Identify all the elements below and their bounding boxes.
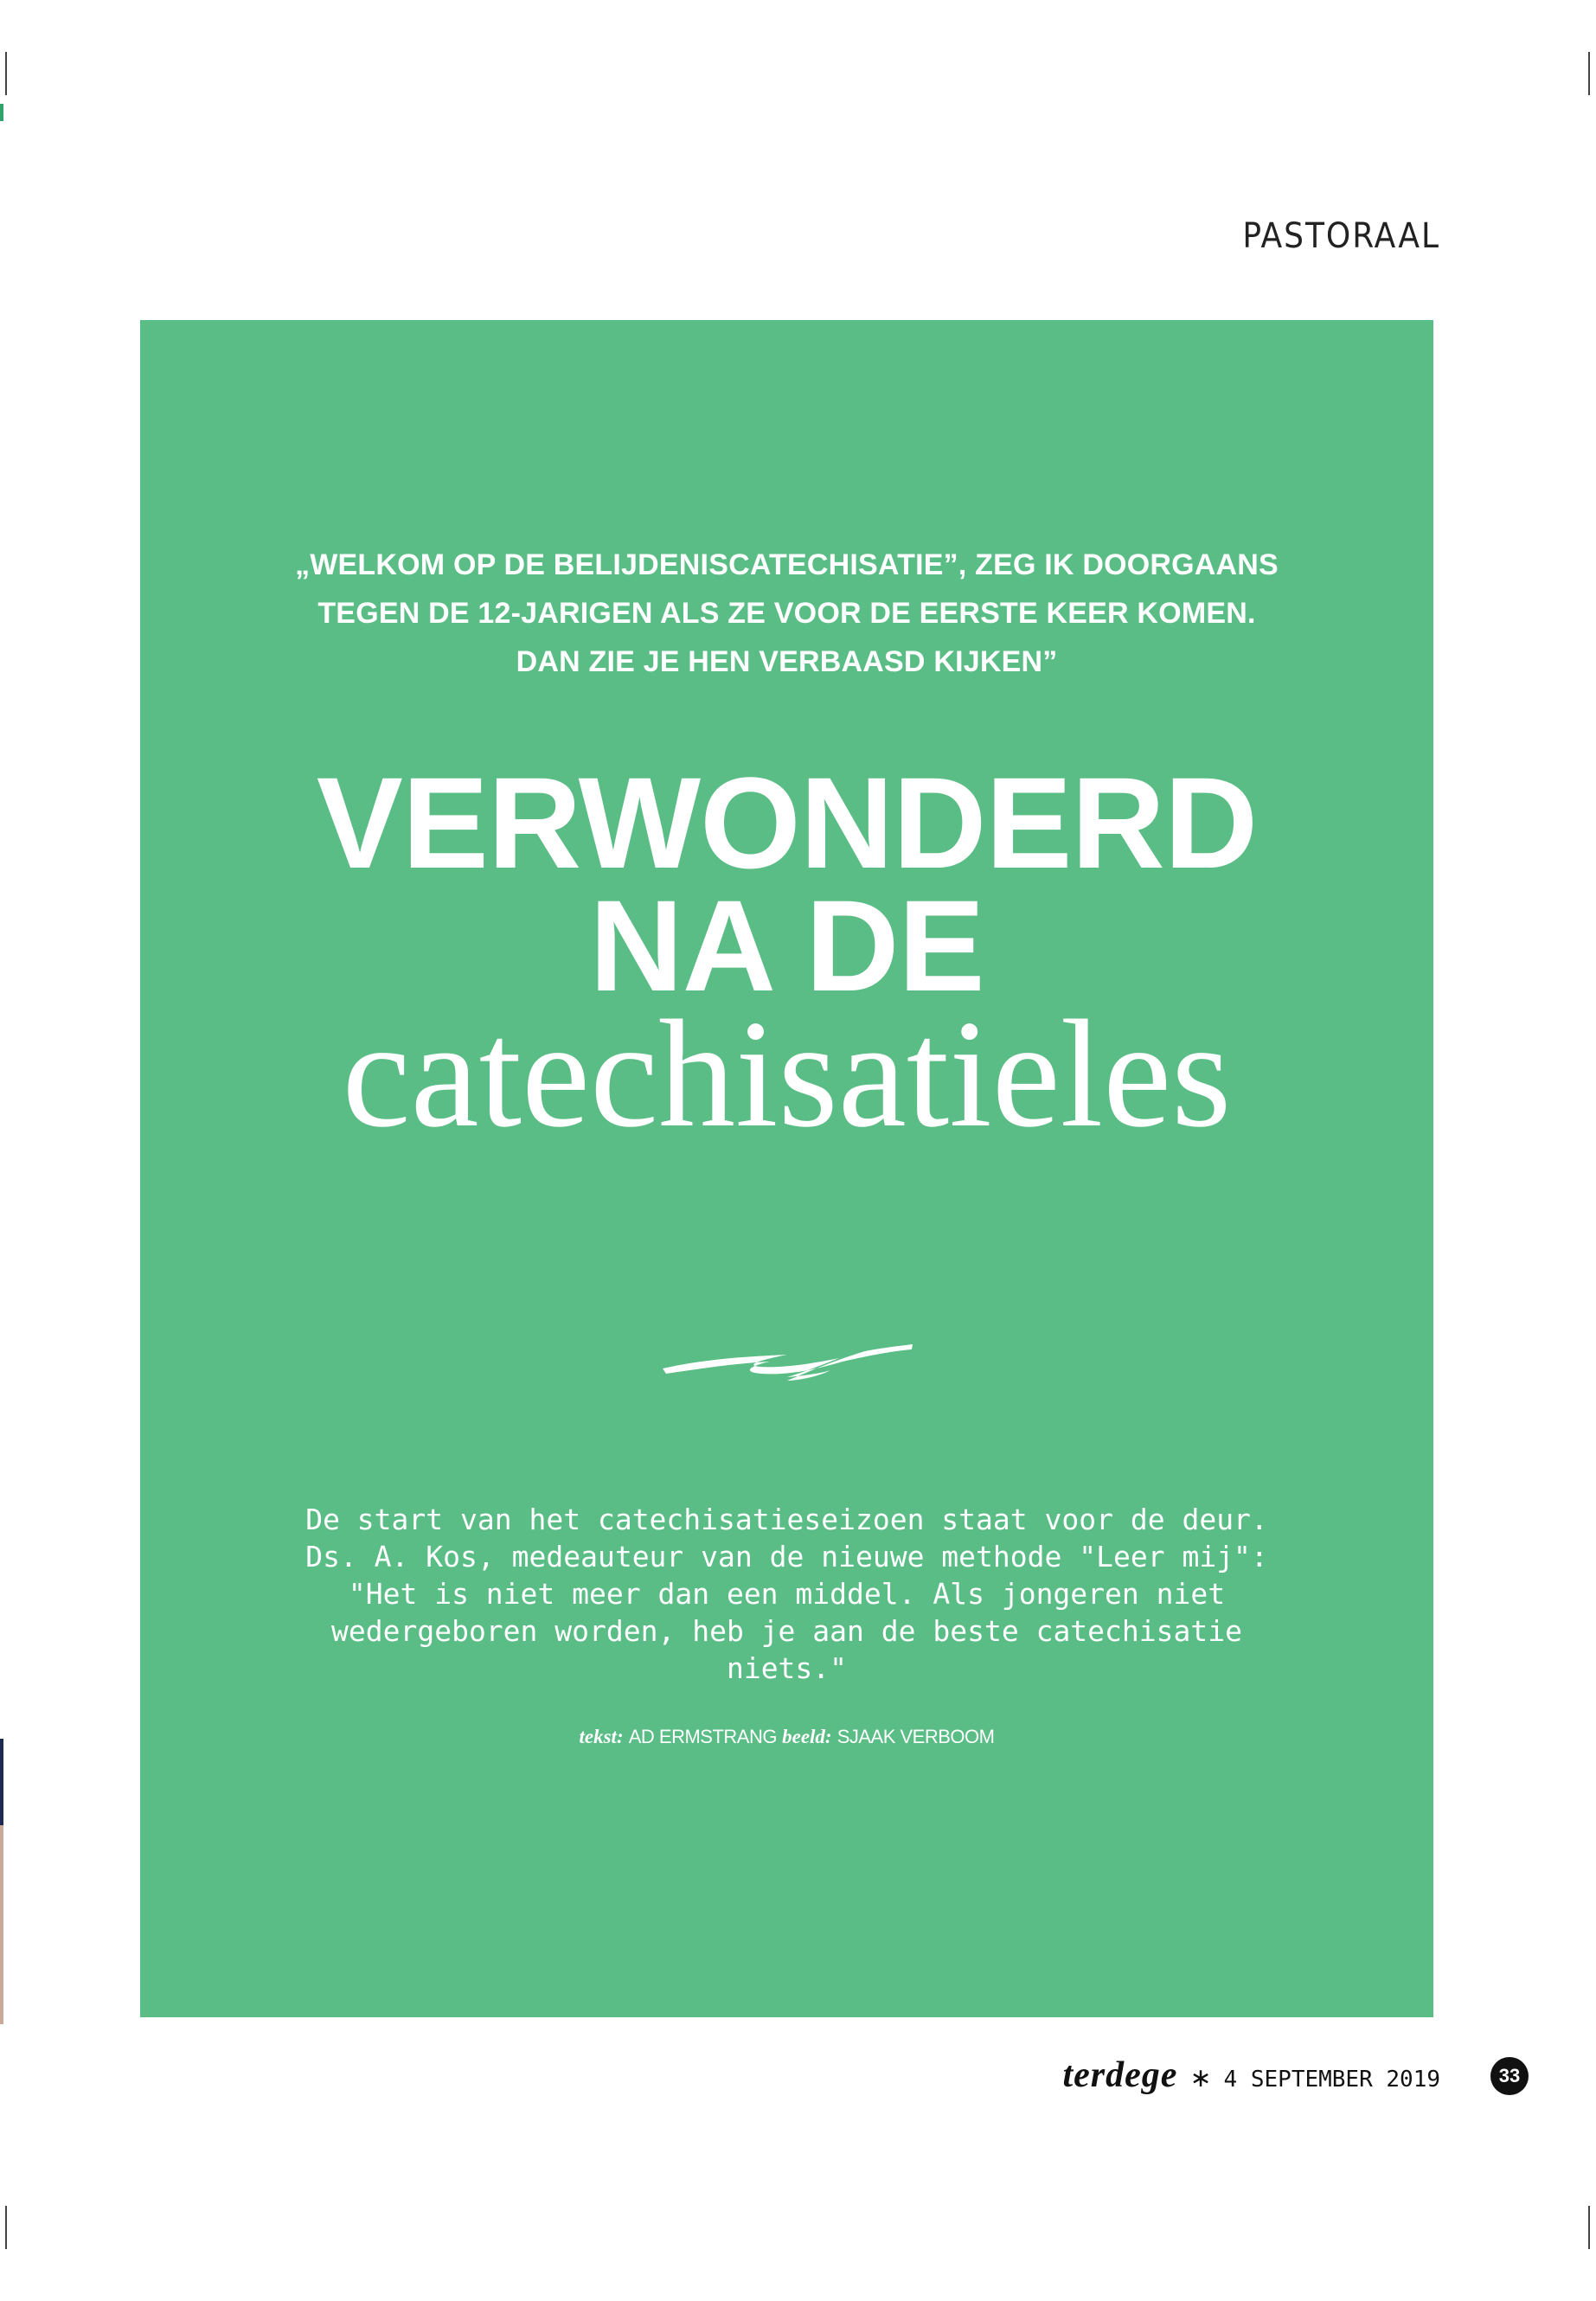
brush-stroke-divider-icon	[657, 1332, 917, 1393]
intro-line: "Het is niet meer dan een middel. Als jongeren niet	[348, 1577, 1226, 1611]
magazine-logo: terdege	[1062, 2055, 1178, 2095]
crop-mark-bottom-right	[1588, 2206, 1590, 2249]
page-footer	[1062, 2054, 1440, 2096]
intro-line: De start van het catechisatieseizoen staat voor de deur.	[305, 1503, 1268, 1536]
kicker-line: „WELKOM OP DE BELIJDENISCATECHISATIE”, ZEG IK DOORGAANS	[295, 548, 1279, 581]
intro-paragraph	[192, 1501, 1381, 1687]
crop-mark-top-left	[5, 52, 7, 95]
feature-panel	[140, 320, 1433, 2017]
byline-photographer: SJAAK VERBOOM	[836, 1726, 995, 1747]
intro-line: Ds. A. Kos, medeauteur van de nieuwe methode "Leer mij":	[305, 1540, 1268, 1574]
kicker-line: TEGEN DE 12-JARIGEN ALS ZE VOOR DE EERSTE KEER KOMEN.	[317, 597, 1256, 630]
edge-bleed-light	[0, 1825, 3, 2024]
headline-line-2: NA DE	[589, 873, 984, 1018]
kicker-quote	[140, 541, 1433, 686]
crop-mark-top-right	[1588, 52, 1590, 95]
page-number: 33	[1490, 2057, 1529, 2095]
intro-line: wedergeboren worden, heb je aan de beste catechisatie	[331, 1614, 1242, 1648]
issue-date: 4 SEPTEMBER 2019	[1223, 2067, 1440, 2093]
headline-line-1: VERWONDERD	[316, 750, 1258, 895]
section-label: PASTORAAL	[1242, 216, 1440, 256]
edge-bleed-green	[0, 104, 3, 121]
headline	[140, 750, 1433, 1159]
byline-author: AD ERMSTRANG	[628, 1726, 777, 1747]
byline-text-label: tekst:	[579, 1726, 624, 1747]
asterisk-icon: ∗	[1189, 2063, 1212, 2093]
edge-bleed-dark	[0, 1739, 3, 1825]
byline-image-label: beeld:	[782, 1726, 832, 1747]
headline-line-3: catechisatieles	[342, 988, 1232, 1159]
crop-mark-bottom-left	[5, 2206, 7, 2249]
kicker-line: DAN ZIE JE HEN VERBAASD KIJKEN”	[516, 645, 1058, 678]
byline	[140, 1726, 1433, 1748]
intro-line: niets."	[726, 1651, 848, 1685]
